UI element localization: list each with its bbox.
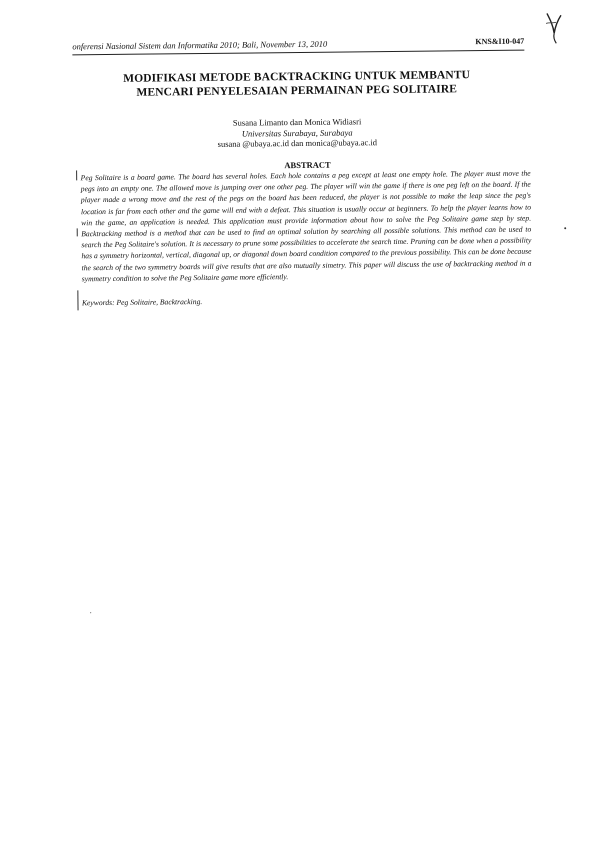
author-emails: susana @ubaya.ac.id dan monica@ubaya.ac.id (97, 136, 497, 151)
scan-speck (90, 612, 91, 613)
author-block (97, 115, 497, 151)
handwritten-mark (544, 11, 564, 45)
scan-speck (564, 227, 566, 229)
title-line-2: MENCARI PENYELESAIAN PERMAINAN PEG SOLITAIRE (77, 82, 517, 101)
conference-header-text: onferensi Nasional Sistem dan Informatika 2010; Bali, November 13, 2010 (72, 38, 327, 53)
paper-title (77, 68, 517, 101)
title-line-1: MODIFIKASI METODE BACKTRACKING UNTUK MEMBANTU (77, 68, 517, 87)
abstract-text: Peg Solitaire is a board game. The board has several holes. Each hole contains a peg except at least one empty hole. The player must move the pegs into an empty one. The allowed move is jumping over one other peg. The player will win the game if there is one peg left on the board. If the player made a wrong move and the rest of the pegs on the board has been reduced, the player is not possible to make the leap since the peg's location is far from each other and the game will end with a defeat. This situation is usually occur at beginners. To help the player learns how to win the game, an application is needed. This application must provide information about how to solve the Peg Solitaire game step by step. Backtracking method is a method that can be used to find an optimal solution by searching all possible solutions. This method can be used to search the Peg Solitaire's solution. It is necessary to prune some possibilities to accelerate the search time. Pruning can be done when a possibility has a symmetry horizontal, vertical, diagonal up, or diagonal down board condition compared to the previous possibility. This can be done because the search of the two symmetry boards will give results that are also mutually simetry. This paper will discuss the use of backtracking method in a symmetry condition to solve the Peg Solitaire game more efficiently. (81, 168, 532, 285)
author-names: Susana Limanto dan Monica Widiasri (97, 115, 497, 130)
abstract-heading: ABSTRACT (97, 158, 517, 172)
running-header (72, 36, 524, 56)
author-affiliation: Universitas Surabaya, Surabaya (97, 125, 497, 140)
keywords-line: Keywords: Peg Solitaire, Backtracking. (82, 293, 532, 309)
paper-code: KNS&I10-047 (475, 36, 524, 49)
